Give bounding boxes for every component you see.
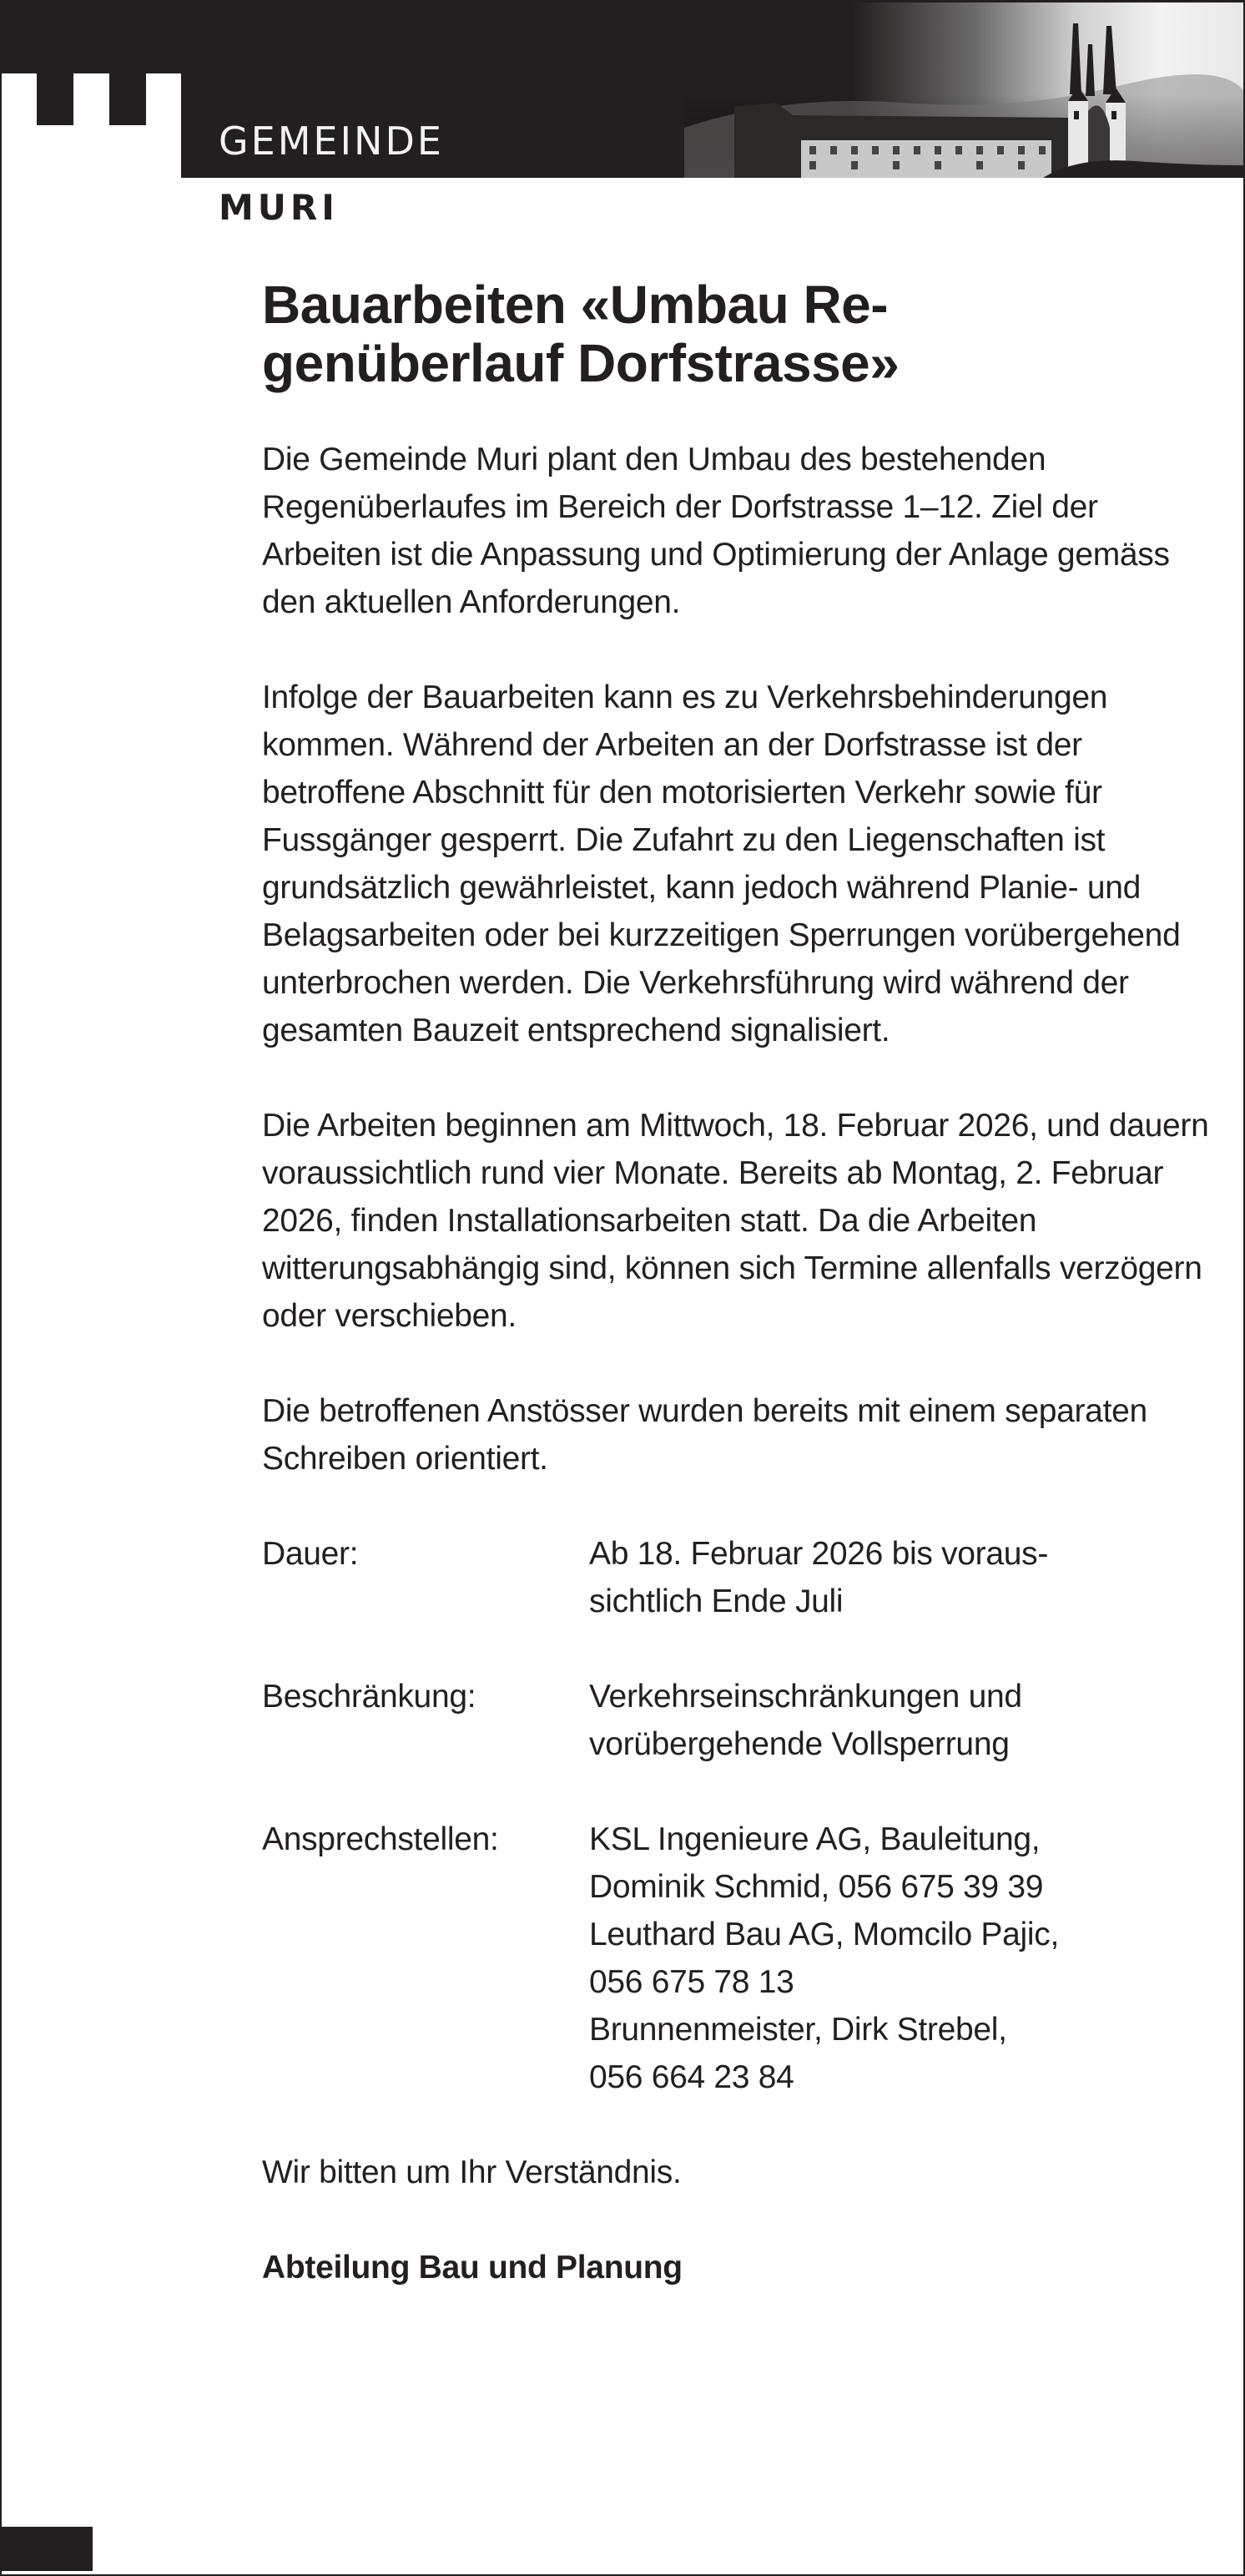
- detail-label: Beschränkung:: [262, 1679, 476, 1715]
- detail-value: [589, 1530, 1048, 1625]
- detail-row-restriction: [262, 1673, 1213, 1768]
- paragraph: Die Gemeinde Muri plant den Umbau des bestehenden Regenüberlaufes im Bereich der Dorfstrasse 1–12. Ziel der Arbeiten ist die Anpassung und Optimierung der Anlage gemäss den aktuellen Anforderungen.: [262, 442, 1170, 620]
- contact-phone-line: 056 675 78 13: [589, 1964, 794, 2000]
- detail-value: [589, 1816, 1059, 2101]
- detail-label: Ansprechstellen:: [262, 1821, 499, 1857]
- detail-value-line: Ab 18. Februar 2026 bis voraus-: [589, 1536, 1049, 1572]
- detail-value: [589, 1673, 1022, 1768]
- detail-label: Dauer:: [262, 1536, 359, 1572]
- paragraph: Die betroffenen Anstösser wurden bereits mit einem separaten Schreiben orientiert.: [262, 1393, 1147, 1477]
- org-name-line2: MURI: [219, 187, 339, 228]
- contact-phone-line: Dominik Schmid, 056 675 39 39: [589, 1869, 1044, 1905]
- detail-value-line: Verkehrseinschränkungen und: [589, 1679, 1022, 1715]
- paragraph: Infolge der Bauarbeiten kann es zu Verkehrsbehinderungen kommen. Während der Arbeiten an der Dorfstrasse ist der betroffene Abschnitt für den motorisierten Verkehr sowie für Fussgänger gesperrt. Die Zufahrt zu den Liegenschaften ist grundsätzlich gewährleistet, kann jedoch während Planie- und Belagsarbeiten oder bei kurzzeitigen Sperrungen vorübergehend unterbrochen werden. Die Verkehrsführung wird während der gesamten Bauzeit entsprechend signalisiert.: [262, 679, 1181, 1048]
- contact-line: KSL Ingenieure AG, Bauleitung,: [589, 1821, 1041, 1857]
- footer-bar: [0, 2527, 93, 2571]
- notice-content: [262, 275, 1213, 2291]
- title-line: Bauarbeiten «Umbau Re-: [262, 275, 889, 335]
- detail-value-line: vorübergehende Vollsperrung: [589, 1726, 1010, 1762]
- signature: Abteilung Bau und Planung: [262, 2250, 683, 2286]
- crenellated-wall-logo-icon: [109, 72, 146, 125]
- detail-value-line: sichtlich Ende Juli: [589, 1583, 844, 1619]
- detail-row-contacts: [262, 1816, 1213, 2101]
- title-line: genüberlauf Dorfstrasse»: [262, 333, 900, 393]
- closing-text: Wir bitten um Ihr Verständnis.: [262, 2154, 682, 2190]
- contact-phone-line: 056 664 23 84: [589, 2059, 794, 2095]
- contact-line: Leuthard Bau AG, Momcilo Pajic,: [589, 1917, 1059, 1952]
- paragraph: Die Arbeiten beginnen am Mittwoch, 18. Februar 2026, und dauern voraussichtlich rund vier Monate. Bereits ab Montag, 2. Februar 2026, finden Installationsarbeiten statt. Da die Arbeiten witterungsabhängig sind, können sich Termine allenfalls verzögern oder verschieben.: [262, 1108, 1209, 1334]
- notice-title: [262, 275, 1213, 392]
- monastery-church-spires-photo: [684, 3, 1243, 178]
- crenellated-wall-logo-icon: [37, 72, 73, 125]
- org-name-line1: GEMEINDE: [219, 119, 444, 164]
- detail-row-duration: [262, 1530, 1213, 1625]
- contact-line: Brunnenmeister, Dirk Strebel,: [589, 2012, 1007, 2048]
- details-list: [262, 1530, 1213, 2101]
